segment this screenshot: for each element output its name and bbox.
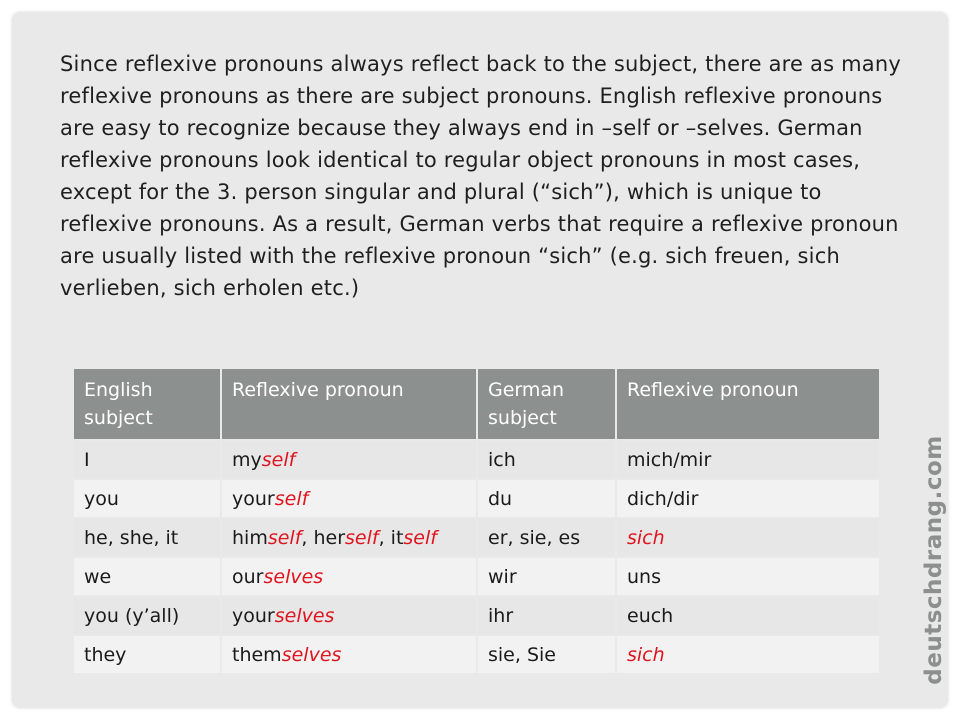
highlighted-suffix: sich bbox=[627, 643, 665, 666]
header-english-reflexive: Reflexive pronoun bbox=[221, 368, 477, 440]
text-segment: , it bbox=[378, 526, 404, 549]
cell-german-reflexive bbox=[616, 557, 880, 596]
text-segment: dich/dir bbox=[627, 487, 699, 510]
cell-german-reflexive bbox=[616, 635, 880, 674]
text-segment: mich/mir bbox=[627, 448, 712, 471]
text-segment: uns bbox=[627, 565, 661, 588]
highlighted-suffix: self bbox=[267, 526, 302, 549]
cell-english-subject: I bbox=[73, 440, 221, 479]
cell-german-subject: er, sie, es bbox=[477, 518, 616, 557]
header-german-subject: German subject bbox=[477, 368, 616, 440]
cell-english-reflexive bbox=[221, 479, 477, 518]
cell-german-subject: ich bbox=[477, 440, 616, 479]
cell-english-subject: he, she, it bbox=[73, 518, 221, 557]
watermark-text: deutschdrang.com bbox=[921, 435, 947, 685]
cell-german-reflexive bbox=[616, 440, 880, 479]
cell-english-subject: we bbox=[73, 557, 221, 596]
highlighted-suffix: sich bbox=[627, 526, 665, 549]
table-row bbox=[73, 518, 880, 557]
cell-german-reflexive bbox=[616, 479, 880, 518]
highlighted-suffix: selves bbox=[274, 604, 335, 627]
highlighted-suffix: self bbox=[261, 448, 296, 471]
text-segment: them bbox=[232, 643, 282, 666]
cell-english-reflexive bbox=[221, 557, 477, 596]
cell-english-reflexive bbox=[221, 596, 477, 635]
text-segment: your bbox=[232, 487, 275, 510]
cell-german-subject: du bbox=[477, 479, 616, 518]
highlighted-suffix: self bbox=[274, 487, 309, 510]
table-header-row bbox=[73, 368, 880, 440]
highlighted-suffix: self bbox=[345, 526, 379, 549]
table-row bbox=[73, 557, 880, 596]
text-segment: , her bbox=[301, 526, 346, 549]
cell-english-subject: you (y’all) bbox=[73, 596, 221, 635]
text-segment: our bbox=[232, 565, 264, 588]
text-segment: my bbox=[232, 448, 262, 471]
highlighted-suffix: selves bbox=[263, 565, 324, 588]
cell-german-subject: ihr bbox=[477, 596, 616, 635]
highlighted-suffix: self bbox=[403, 526, 437, 549]
table-row bbox=[73, 635, 880, 674]
cell-german-reflexive bbox=[616, 518, 880, 557]
text-segment: euch bbox=[627, 604, 674, 627]
cell-english-reflexive bbox=[221, 518, 477, 557]
text-segment: him bbox=[232, 526, 268, 549]
cell-english-reflexive bbox=[221, 635, 477, 674]
cell-german-reflexive bbox=[616, 596, 880, 635]
text-segment: your bbox=[232, 604, 275, 627]
header-german-reflexive: Reflexive pronoun bbox=[616, 368, 880, 440]
cell-german-subject: wir bbox=[477, 557, 616, 596]
slide bbox=[12, 12, 948, 708]
intro-paragraph: Since reflexive pronouns always reflect back to the subject, there are as many reflexive pronouns as there are subject pronouns. English reflexive pronouns are easy to recognize because they always end in –self or –selves. German reflexive pronouns look identical to regular object pronouns in most cases, except for the 3. person singular and plural (“sich”), which is unique to reflexive pronouns. As a result, German verbs that require a reflexive pronoun are usually listed with the reflexive pronoun “sich” (e.g. sich freuen, sich verlieben, sich erholen etc.) bbox=[60, 52, 901, 300]
cell-german-subject: sie, Sie bbox=[477, 635, 616, 674]
reflexive-pronoun-table bbox=[72, 367, 881, 675]
cell-english-subject: they bbox=[73, 635, 221, 674]
table-row bbox=[73, 479, 880, 518]
header-english-subject: English subject bbox=[73, 368, 221, 440]
cell-english-reflexive bbox=[221, 440, 477, 479]
cell-english-subject: you bbox=[73, 479, 221, 518]
table-row bbox=[73, 596, 880, 635]
table-row bbox=[73, 440, 880, 479]
highlighted-suffix: selves bbox=[281, 643, 342, 666]
table-body bbox=[73, 440, 880, 674]
